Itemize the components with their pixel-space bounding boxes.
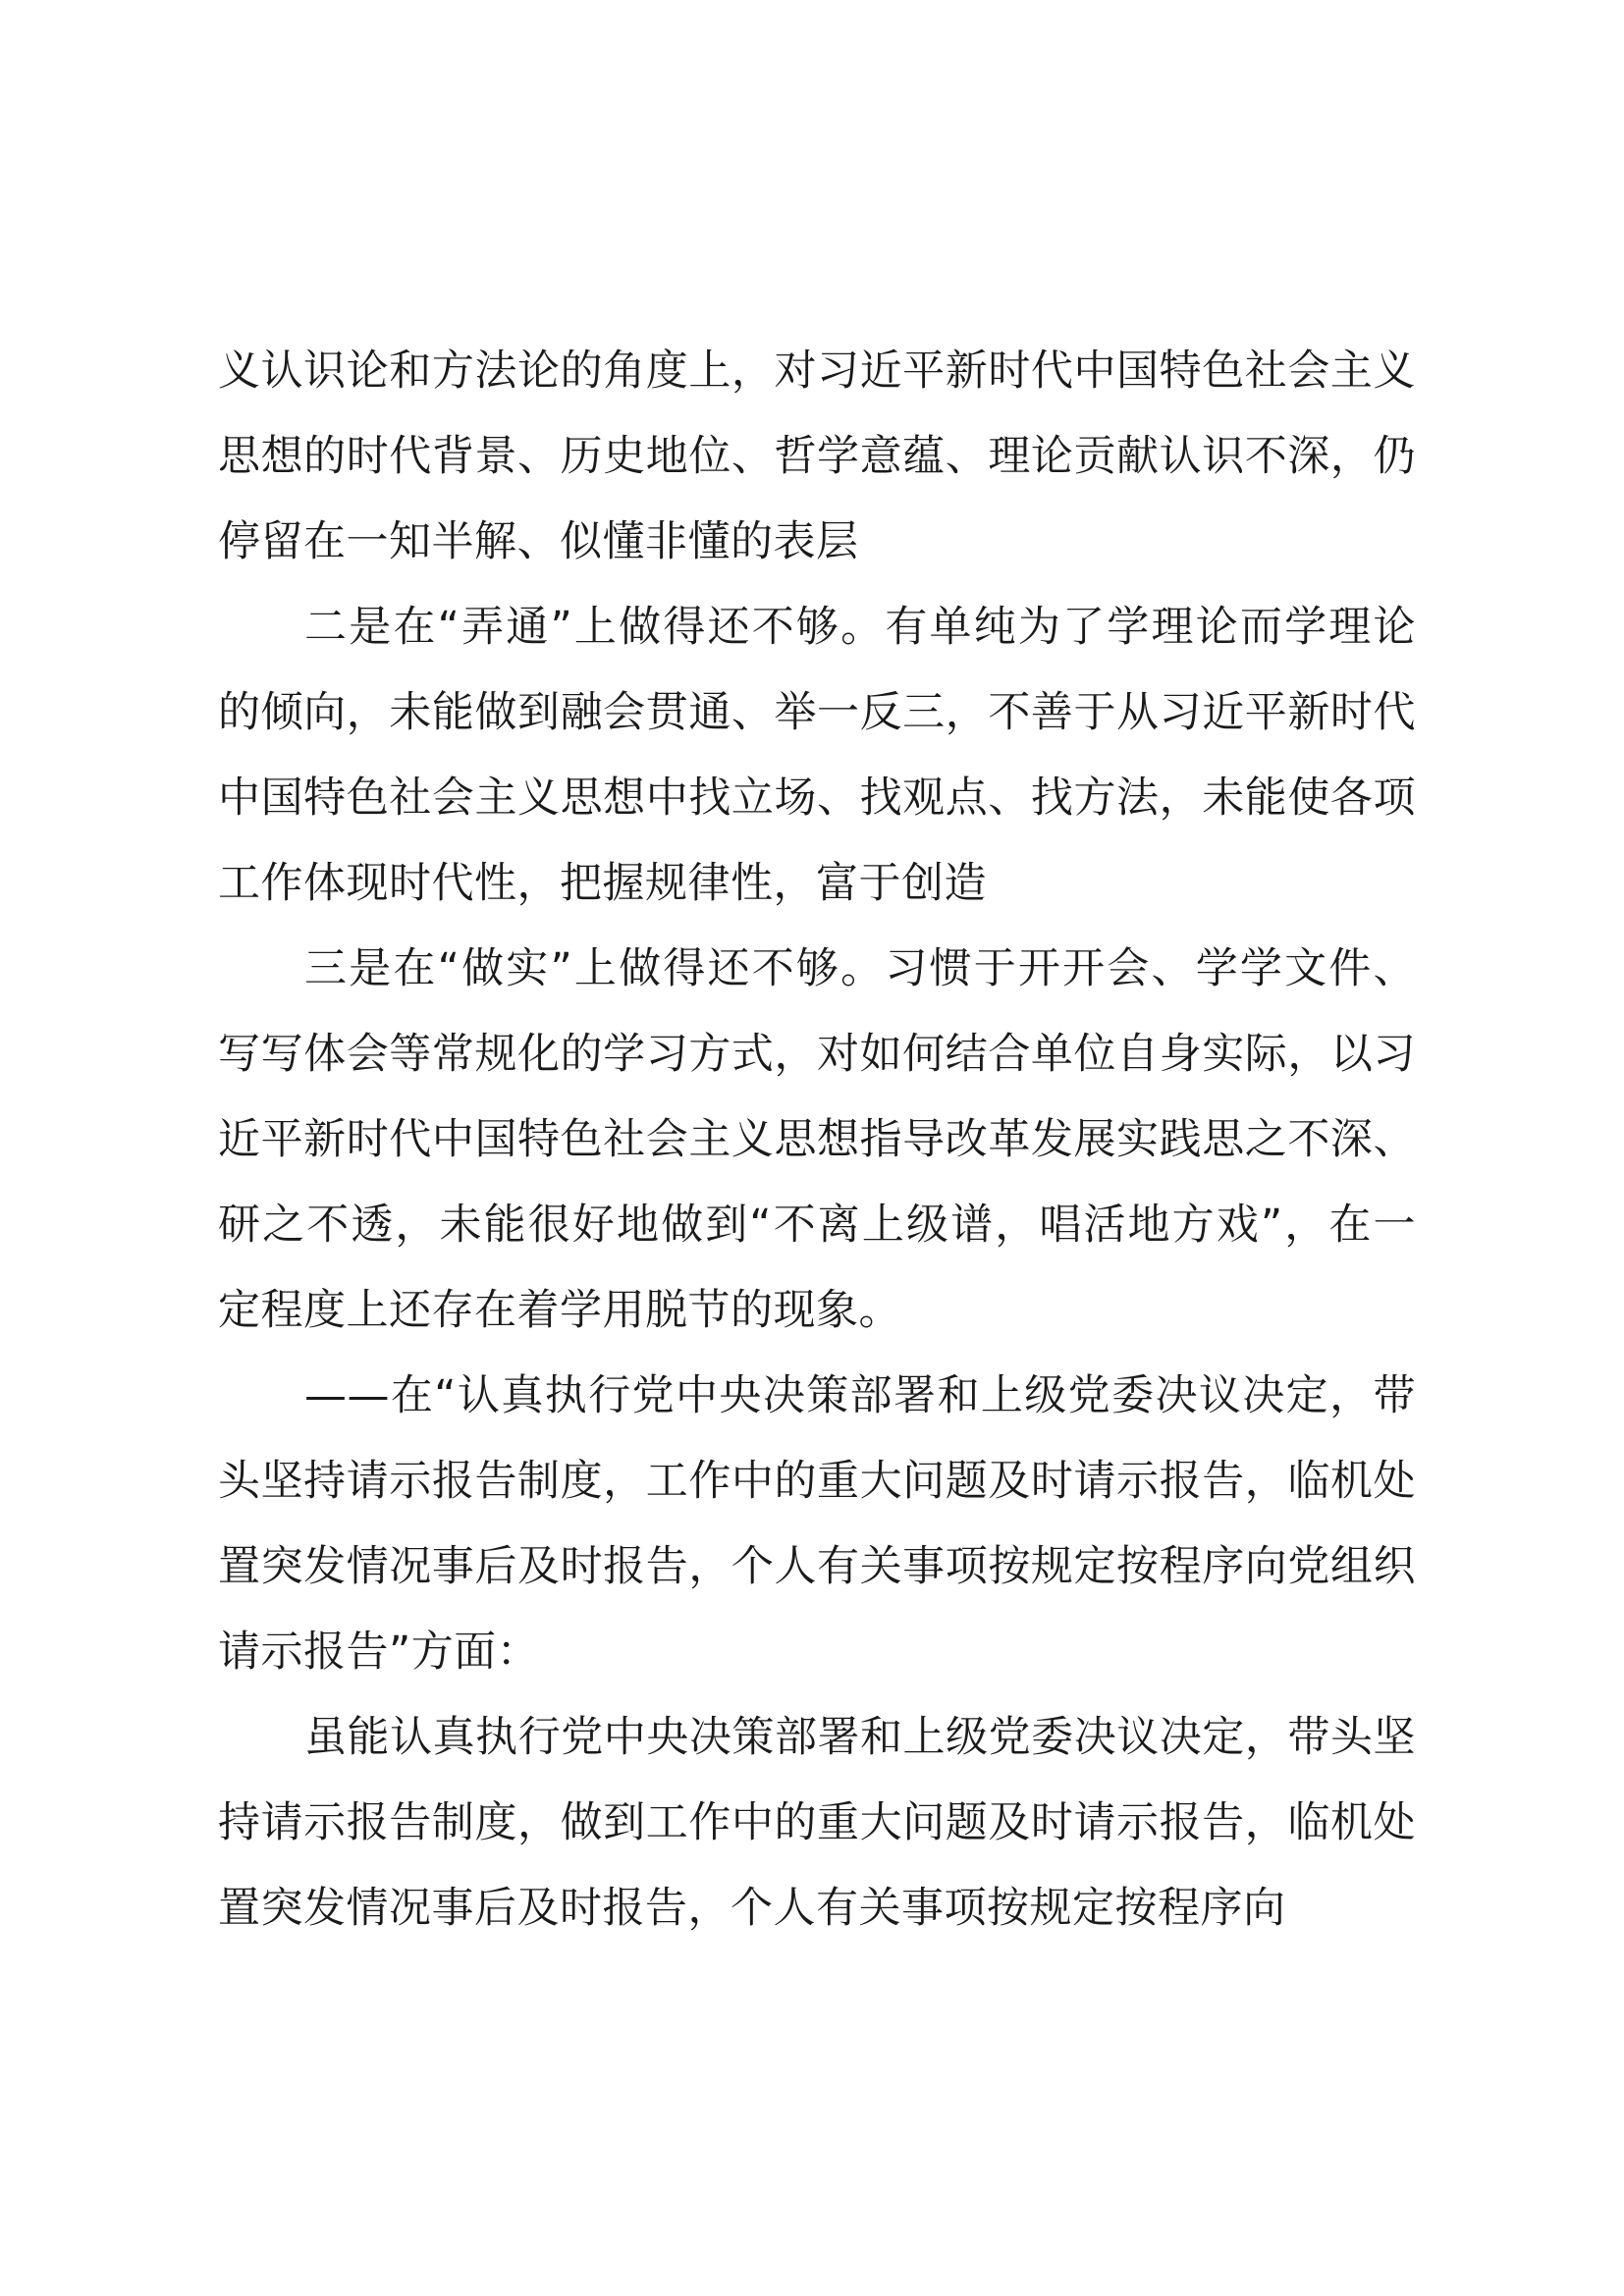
- paragraph-second-point: 二是在“弄通”上做得还不够。有单纯为了学理论而学理论的倾向，未能做到融会贯通、举一反三，不善于从习近平新时代中国特色社会主义思想中找立场、找观点、找方法，未能使各项工作体现时代性，把握规律性，富于创造: [218, 603, 1416, 908]
- document-body: [218, 329, 1416, 1951]
- paragraph-continuation: 义认识论和方法论的角度上，对习近平新时代中国特色社会主义思想的时代背景、历史地位、哲学意蕴、理论贡献认识不深，仍停留在一知半解、似懂非懂的表层: [218, 347, 1416, 566]
- paragraph-section-heading: ——在“认真执行党中央决策部署和上级党委决议决定，带头坚持请示报告制度，工作中的重大问题及时请示报告，临机处置突发情况事后及时报告，个人有关事项按规定按程序向党组织请示报告”方面：: [218, 1371, 1416, 1677]
- paragraph-section-body: 虽能认真执行党中央决策部署和上级党委决议决定，带头坚持请示报告制度，做到工作中的重大问题及时请示报告，临机处置突发情况事后及时报告，个人有关事项按规定按程序向: [218, 1713, 1416, 1933]
- paragraph-third-point: 三是在“做实”上做得还不够。习惯于开开会、学学文件、写写体会等常规化的学习方式，对如何结合单位自身实际，以习近平新时代中国特色社会主义思想指导改革发展实践思之不深、研之不透，未能很好地做到“不离上级谱，唱活地方戏”，在一定程度上还存在着学用脱节的现象。: [218, 944, 1416, 1335]
